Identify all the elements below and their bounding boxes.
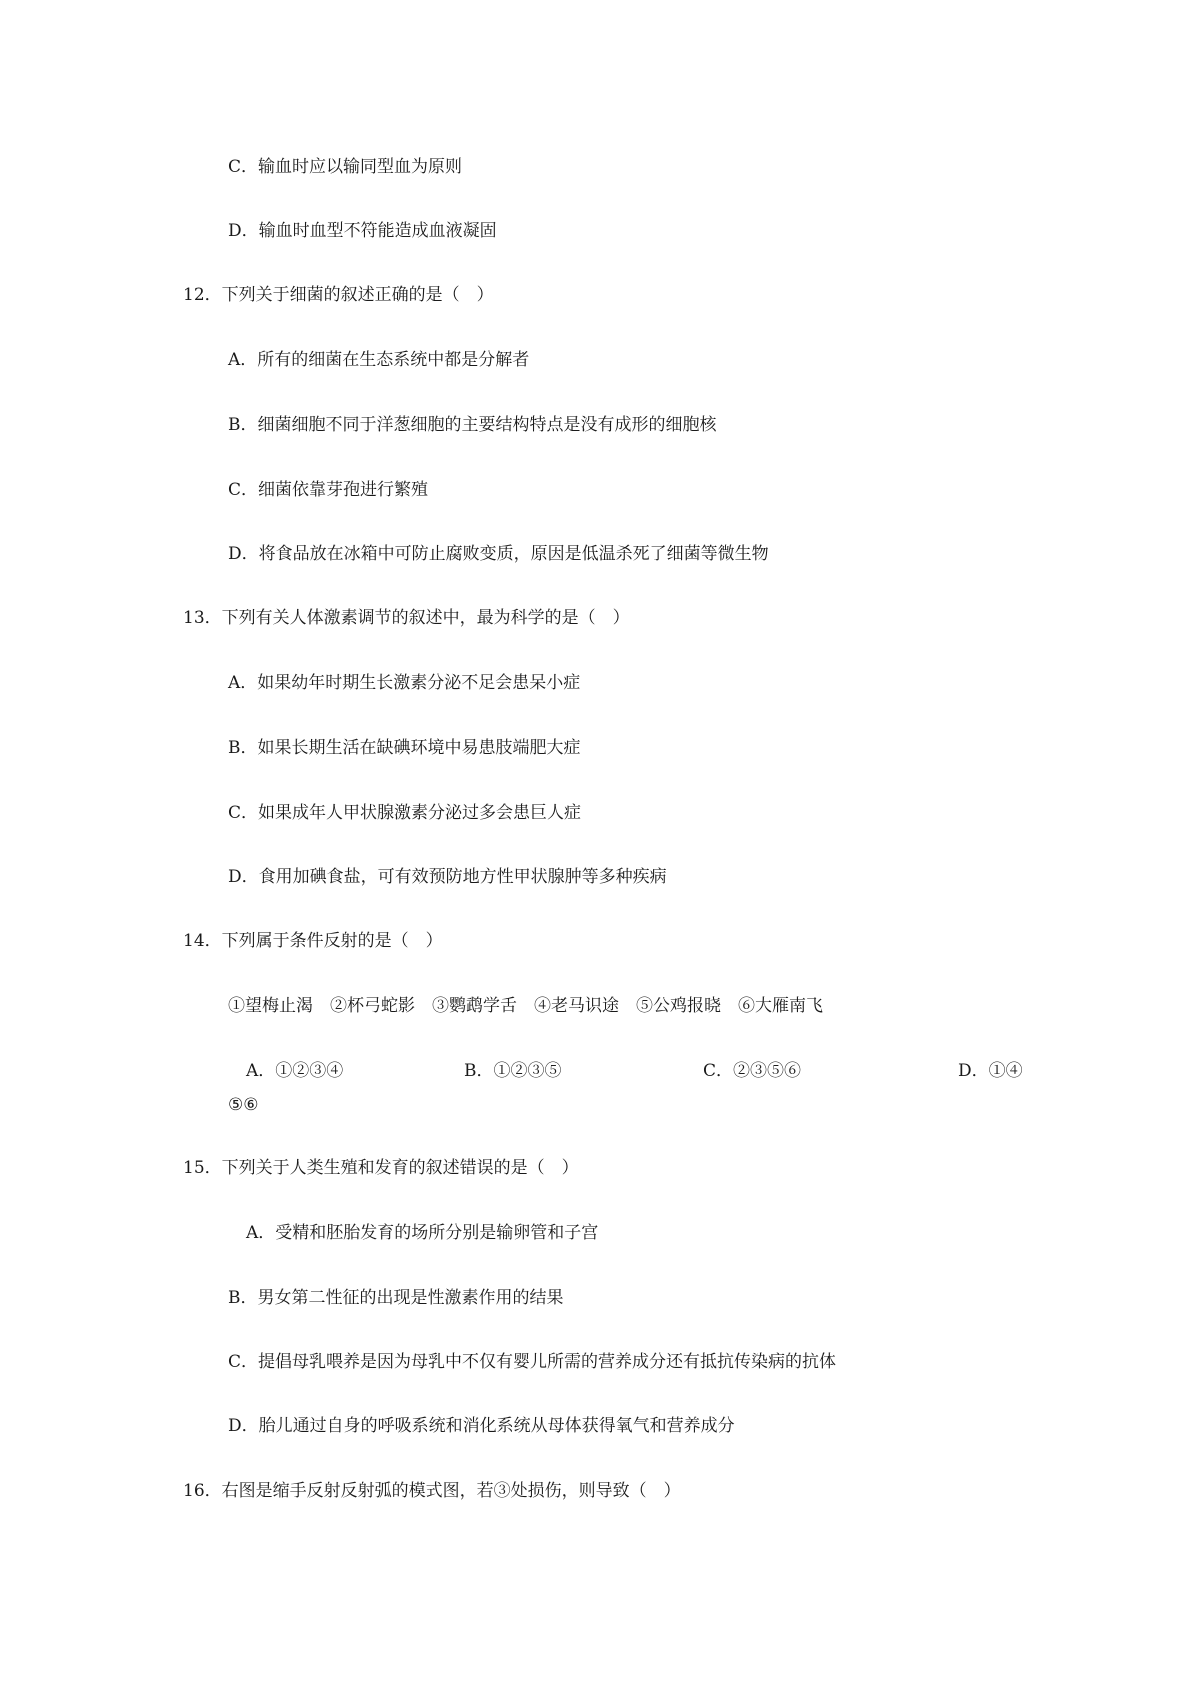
q12-option-c: C．细菌依靠芽孢进行繁殖 (228, 480, 429, 500)
q13-option-b: B．如果长期生活在缺碘环境中易患肢端肥大症 (228, 738, 581, 758)
q15-option-b: B．男女第二性征的出现是性激素作用的结果 (228, 1288, 564, 1308)
q12-option-b: B．细菌细胞不同于洋葱细胞的主要结构特点是没有成形的细胞核 (228, 415, 717, 435)
q11-option-d: D．输血时血型不符能造成血液凝固 (228, 221, 497, 241)
q14-option-c: C．②③⑤⑥ (703, 1061, 802, 1081)
q12-stem: 12．下列关于细菌的叙述正确的是（ ） (183, 285, 494, 305)
q15-option-d: D．胎儿通过自身的呼吸系统和消化系统从母体获得氧气和营养成分 (228, 1416, 735, 1436)
q15-option-c: C．提倡母乳喂养是因为母乳中不仅有婴儿所需的营养成分还有抵抗传染病的抗体 (228, 1352, 837, 1372)
q11-option-c: C．输血时应以输同型血为原则 (228, 157, 463, 177)
q15-stem: 15．下列关于人类生殖和发育的叙述错误的是（ ） (183, 1158, 579, 1178)
q14-option-b: B．①②③⑤ (464, 1061, 562, 1081)
q13-stem: 13．下列有关人体激素调节的叙述中，最为科学的是（ ） (183, 608, 630, 628)
q12-option-d: D．将食品放在冰箱中可防止腐败变质，原因是低温杀死了细菌等微生物 (228, 544, 769, 564)
q13-option-c: C．如果成年人甲状腺激素分泌过多会患巨人症 (228, 803, 582, 823)
q14-option-d-continued: ⑤⑥ (228, 1095, 259, 1115)
q16-stem: 16．右图是缩手反射反射弧的模式图，若③处损伤，则导致（ ） (183, 1481, 681, 1501)
q14-stem: 14．下列属于条件反射的是（ ） (183, 931, 443, 951)
q14-option-d: D．①④ (958, 1061, 1023, 1081)
q12-option-a: A．所有的细菌在生态系统中都是分解者 (228, 350, 530, 370)
q13-option-d: D．食用加碘食盐，可有效预防地方性甲状腺肿等多种疾病 (228, 867, 667, 887)
q15-option-a: A．受精和胚胎发育的场所分别是输卵管和子宫 (246, 1223, 599, 1243)
q13-option-a: A．如果幼年时期生长激素分泌不足会患呆小症 (228, 673, 581, 693)
q14-option-a: A．①②③④ (246, 1061, 344, 1081)
q14-items: ①望梅止渴 ②杯弓蛇影 ③鹦鹉学舌 ④老马识途 ⑤公鸡报晓 ⑥大雁南飞 (228, 996, 823, 1016)
